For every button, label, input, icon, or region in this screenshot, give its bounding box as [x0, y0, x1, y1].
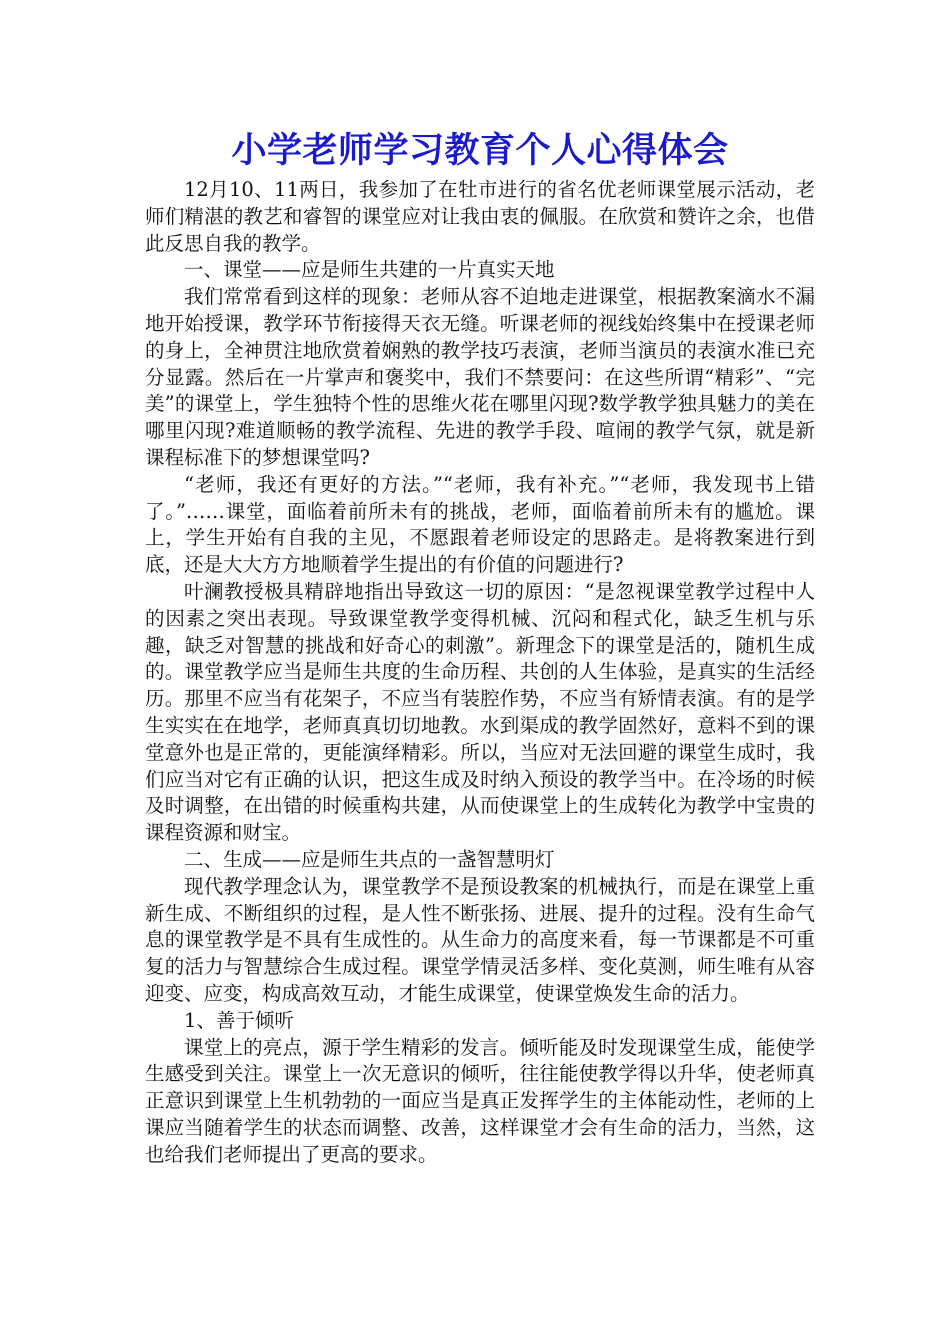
body-paragraph: 我们常常看到这样的现象：老师从容不迫地走进课堂，根据教案滴水不漏地开始授课，教学环节衔接得天衣无缝。听课老师的视线始终集中在授课老师的身上，全神贯注地欣赏着娴熟的教学技巧表演，老师当演员的表演水准已充分显露。然后在一片掌声和褒奖中，我们不禁要问：在这些所谓“精彩”、“完美”的课堂上，学生独特个性的思维火花在哪里闪现?数学教学独具魅力的美在哪里闪现?难道顺畅的教学流程、先进的教学手段、喧闹的教学气氛，就是新课程标准下的梦想课堂吗? — [145, 285, 815, 469]
subsection-heading-listening: 1、善于倾听 — [184, 1008, 294, 1032]
section-heading-classroom: 一、课堂——应是师生共建的一片真实天地 — [184, 258, 555, 282]
section-heading-generation: 二、生成——应是师生共点的一盏智慧明灯 — [184, 847, 555, 871]
body-paragraph: 现代教学理念认为，课堂教学不是预设教案的机械执行，而是在课堂上重新生成、不断组织的过程，是人性不断张扬、进展、提升的过程。没有生命气息的课堂教学是不具有生成性的。从生命力的高度来看，每一节课都是不可重复的活力与智慧综合生成过程。课堂学情灵活多样、变化莫测，师生唯有从容迎变、应变，构成高效互动，才能生成课堂，使课堂焕发生命的活力。 — [145, 874, 815, 1005]
body-paragraph: 课堂上的亮点，源于学生精彩的发言。倾听能及时发现课堂生成，能使学生感受到关注。课堂上一次无意识的倾听，往往能使教学得以升华，使老师真正意识到课堂上生机勃勃的一面应当是真正发挥学生的主体能动性，老师的上课应当随着学生的状态而调整、改善，这样课堂才会有生命的活力，当然，这也给我们老师提出了更高的要求。 — [145, 1035, 815, 1166]
body-paragraph: “老师，我还有更好的方法。”“老师，我有补充。”“老师，我发现书上错了。”……课堂，面临着前所未有的挑战，老师，面临着前所未有的尴尬。课上，学生开始有自我的主见，不愿跟着老师设定的思路走。是将教案进行到底，还是大大方方地顺着学生提出的有价值的问题进行? — [145, 472, 815, 577]
document-body — [145, 125, 815, 1168]
intro-paragraph: 12月10、11两日，我参加了在牡市进行的省名优老师课堂展示活动，老师们精湛的教艺和睿智的课堂应对让我由衷的佩服。在欣赏和赞许之余，也借此反思自我的教学。 — [145, 178, 815, 255]
body-paragraph: 叶澜教授极具精辟地指出导致这一切的原因：“是忽视课堂教学过程中人的因素之突出表现。导致课堂教学变得机械、沉闷和程式化，缺乏生机与乐趣，缺乏对智慧的挑战和好奇心的刺激”。新理念下的课堂是活的，随机生成的。课堂教学应当是师生共度的生命历程、共创的人生体验，是真实的生活经历。那里不应当有花架子，不应当有装腔作势，不应当有矫情表演。有的是学生实实在在地学，老师真真切切地教。水到渠成的教学固然好，意料不到的课堂意外也是正常的，更能演绎精彩。所以，当应对无法回避的课堂生成时，我们应当对它有正确的认识，把这生成及时纳入预设的教学当中。在冷场的时候及时调整，在出错的时候重构共建，从而使课堂上的生成转化为教学中宝贵的课程资源和财宝。 — [145, 579, 815, 845]
document-title: 小学老师学习教育个人心得体会 — [231, 131, 729, 171]
